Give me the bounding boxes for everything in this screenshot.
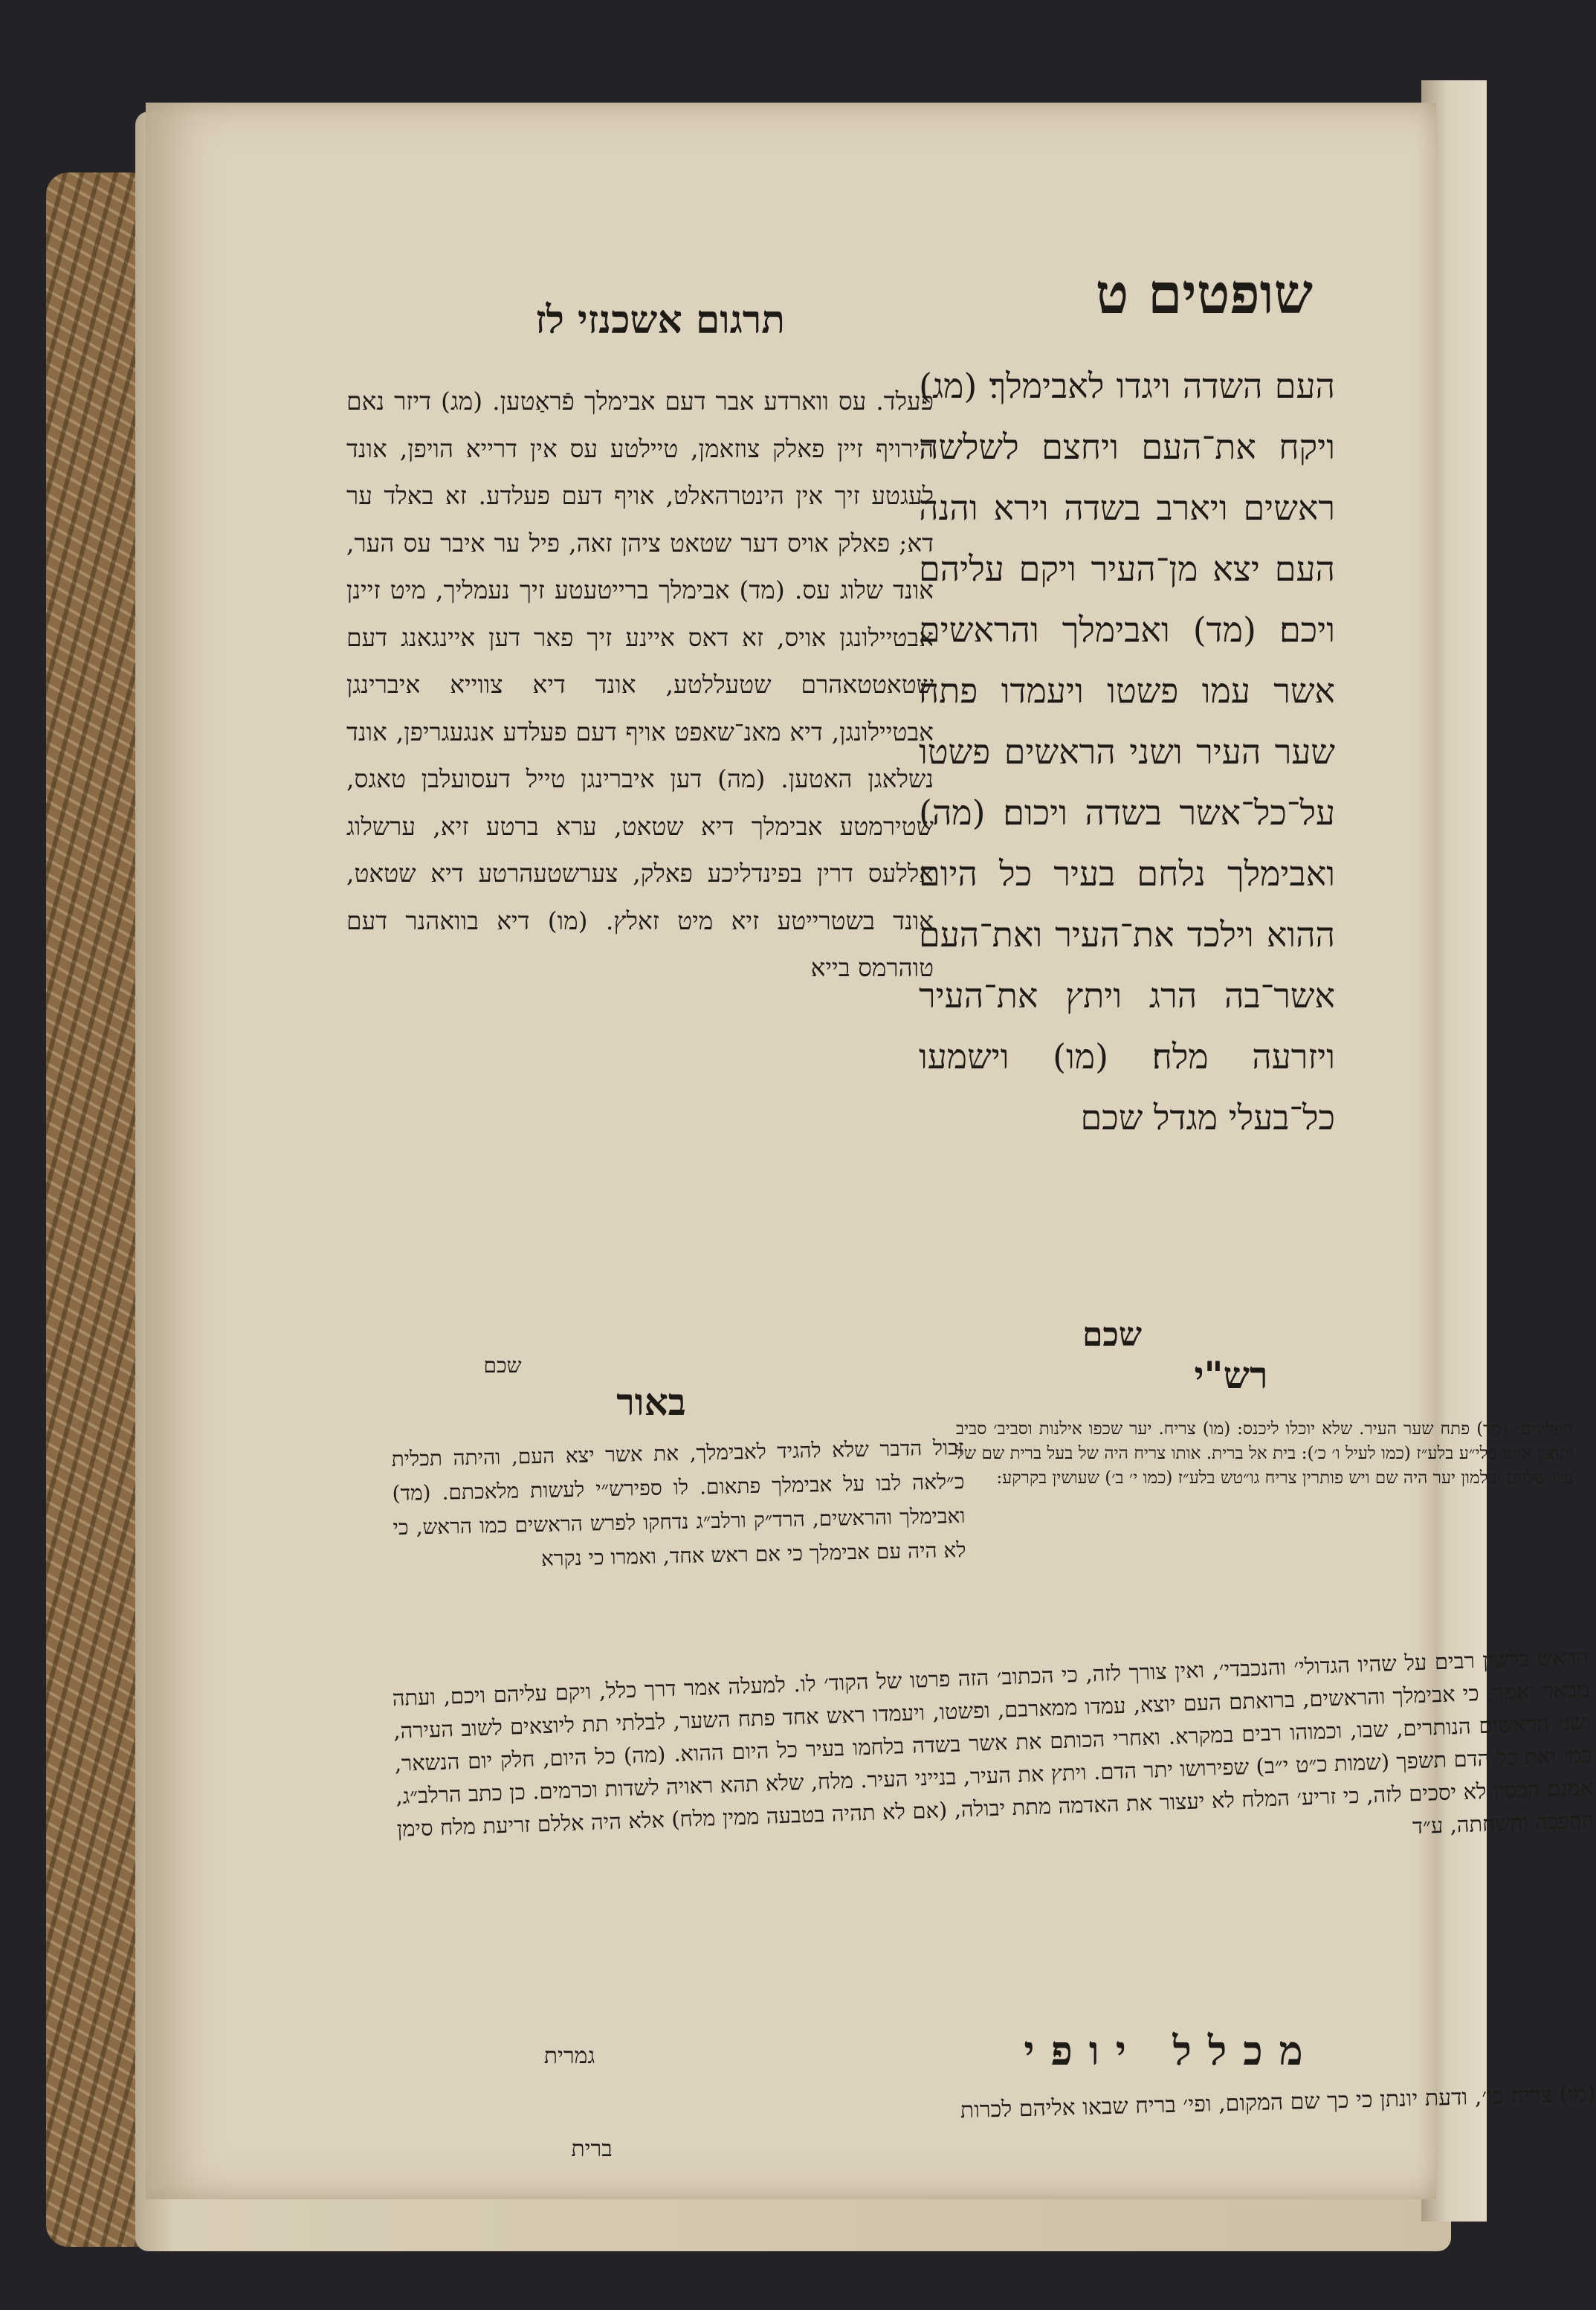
book-page — [146, 103, 1596, 2199]
catchword-left: שכם — [483, 1353, 522, 1378]
biur-commentary: זבול הדבר שלא להגיד לאבימלך, את אשר יצא העם, והיתה תכלית כ״לאה לבו על אבימלך פתאום. לו ספירש״י לעשות מלאכתם. (מד) ואבימלך והראשים, הרד״ק ורלב״ג נדחקו לפרש הראשים כמו הראש, כי לא היה עם אבימלך כי אם ראש אחד, ואמרו כי נקרא — [391, 1434, 966, 1571]
yiddish-translation-text: פעלד. עס ווארדע אבר דעם אבימלך פֿראַטען. (מג) דיזר נאם הירויף זיין פאלק צוזאמן, טיילטע עס אין דרייא הויפן, אונד לעגטע זיך אין הינטרהאלט, אויף דעם פעלדע. זא באלד ער דא; פאלק אויס דער שטאט ציהן זאה, פיל ער איבר עס הער, אונד שלוג עס. (מד) אבימלך ברייטעטע זיך נעמליך, מיט זיינן אבטיילונגן אויס, זא דאס איינע זיך פאר דען איינגאנג דעם שטאטטאהרם שטעללטע, אונד דיא צווייא איברינגן אבטיילונגן, דיא מאנ־שאפט אויף דעם פעלדע אנגעגריפן, אונד נשלאגן האטען. (מה) דען איברינגן טייל דעסועלבן טאגס, שטירמטע אבימלך דיא שטאט, ערא ברטע זיא, ערשלוג אללעס דרין בפינדליכע פאלק, צערשטעהרטע דיא שטאט, אונד בשטרייטע זיא מיט זאלץ. (מו) דיא בוואהנר דעם טוהרמס בייא — [346, 387, 934, 982]
michlal-yofi-heading: מכלל יופי — [1024, 2027, 1319, 2074]
biur-heading: באור — [616, 1380, 686, 1424]
michlal-yofi-note: (מו) צריח כו׳, ודעת יונתן כי כך שם המקום, ופי׳ בריח שבאו אליהם לכרות — [960, 2080, 1596, 2124]
rashi-heading: רש"י — [1194, 1353, 1268, 1397]
catchword-brit: ברית — [571, 2136, 613, 2162]
catchword-gemara: גמרית — [543, 2043, 595, 2069]
running-header-translation: תרגום אשכנזי לז — [535, 297, 785, 343]
biur-continuation: הראש בלשון רבים על שהיו הגדולי׳ והנכבדי׳, ואין צורך לזה, כי הכתוב׳ הזה פרטו של הקוד׳ לו. למעלה אמר דרך כלל, ויקם עליהם ויכם, ועתה מבאר ואמר, כי אבימלך והראשים, ברואתם העם יוצא, עמדו ממארבם, ופשטו, ויעמדו ראש אחד פתח השער, לבלתי תת ליוצאים לשוב העירה, ושני הראשים הנותרים, שבו, וכמוהו רבים במקרא. ואחרי הכותם את אשר בשדה בלחמו בעיר כל היום ההוא. (מה) כל היום, חלק יום הנשאר, כמו ואת כל הדם תשפך (שמות כ״ט י״ב) שפירושו יתר הדם. ויתץ את העיר, בנייני העיר. מלח, שלא תהא ראויה לשדות וכרמים. כן כתב הרלב״ג, אמנם הכסין לא יסכים לזה, כי זריע׳ המלח לא יעצור את האדמה מתת יבולה, (אם לא תהיה בטבעה ממין מלח) אלא היה אללם זריעת מלח סימן ההפכה והשחתה, ע״ד — [392, 1643, 1595, 1842]
hebrew-bible-text: העם השדה ויגדו לאבימלך׃ (מג) ויקח את־העם ויחצם לשלשה ראשים ויארב בשדה וירא והנה העם יצא מן־העיר ויקם עליהם ויכם׃ (מד) ואבימלך והראשים אשר עמו פשטו ויעמדו פתח שער העיר ושני הראשים פשטו על־כל־אשר בשדה ויכום׃ (מה) ואבימלך נלחם בעיר כל היום ההוא וילכד את־העיר ואת־העם אשר־בה הרג ויתץ את־העיר ויזרעה מלח׃ (מו) וישמעו כל־בעלי מגדל שכם — [919, 366, 1335, 1138]
page-content — [146, 103, 1596, 2199]
catchword-right: שכם — [1082, 1316, 1143, 1354]
rashi-commentary: חפליגים: (מד) פתח שער העיר. שלא יוכלו ליכנס: (מו) צריח. יער שכפו אילנות וסביב׳ סביב וקוצין אותו פלי״ע בלע״ז (כמו לעיל ו׳ כ׳): בית אל ברית. אותו צריח היה של בעל ברית שם של ע״ז שלהם וכלמון יער היה שם ויש פותרין צריח גו״טש בלע״ז (כמו י׳ ב׳) שעושין בקרקע: — [956, 1419, 1573, 1488]
running-header-book: שופטים ט — [1095, 262, 1313, 326]
